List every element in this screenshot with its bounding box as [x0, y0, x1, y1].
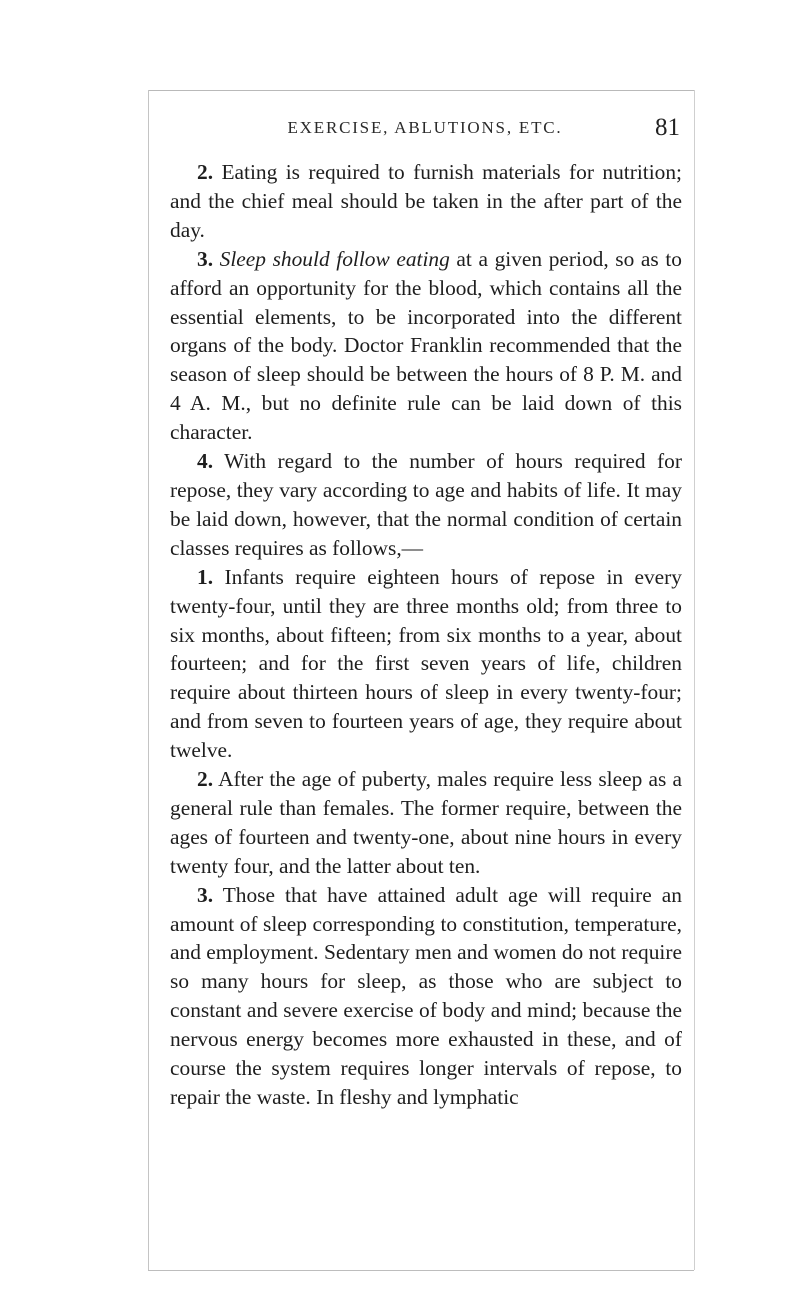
paragraph-number: 3. [197, 246, 214, 271]
paragraph [170, 245, 682, 447]
paragraph-number: 4. [197, 449, 214, 474]
paragraph-text: at a given period, so as to afford an opportunity for the blood, which contains all the essential elements, to be incorporated into the different organs of the body. Doctor Franklin recommended that the season of sleep should be between the hours of 8 P. M. and 4 A. M., but no definite rule can be laid down of this character. [170, 246, 683, 445]
paragraph-text: Infants require eighteen hours of repose in every twenty-four, until they are three months old; from three to six months, about fifteen; from six months to a year, about fourteen; and for the first seven years of life, children require about thirteen hours of sleep in every twenty-four; and from seven to fourteen years of age, they require about twelve. [170, 564, 682, 763]
body-text [170, 158, 682, 1112]
page-edge-top [148, 90, 694, 91]
paragraph-number: 1. [197, 564, 214, 589]
paragraph-number: 2. [197, 160, 214, 184]
paragraph-number: 2. [197, 767, 214, 792]
paragraph [170, 158, 682, 245]
page-edge-left [148, 90, 149, 1270]
page-edge-right [694, 90, 695, 1270]
paragraph-italic: Sleep should follow eating [213, 246, 450, 271]
paragraph-text: Those that have attained adult age will require an amount of sleep corresponding to constitution, temperature, and employment. Sedentary men and women do not require so many hours for sleep, as those who are subject to constant and severe exercise of body and mind; because the nervous energy becomes more exhausted in these, and of course the system requires longer intervals of repose, to repair the waste. In fleshy and lymphatic [170, 882, 682, 1109]
running-title: EXERCISE, ABLUTIONS, ETC. [287, 118, 563, 137]
paragraph [170, 447, 682, 563]
paragraph [170, 765, 682, 881]
paragraph-number: 3. [197, 882, 214, 907]
paragraph-text: After the age of puberty, males require less sleep as a general rule than females. The former require, between the ages of fourteen and twenty-one, about nine hours in every twenty four, and the latter about ten. [170, 767, 682, 878]
page-number: 81 [655, 114, 680, 141]
running-header [168, 114, 682, 148]
paragraph [170, 563, 682, 765]
paragraph [170, 881, 682, 1112]
page-edge-bottom [148, 1270, 694, 1271]
paragraph-text: Eating is required to furnish materials for nutrition; and the chief meal should be taken in the after part of the day. [170, 160, 682, 242]
paragraph-text: With regard to the number of hours required for repose, they vary according to age and habits of life. It may be laid down, however, that the normal condition of certain classes requires as follows,— [170, 449, 682, 560]
